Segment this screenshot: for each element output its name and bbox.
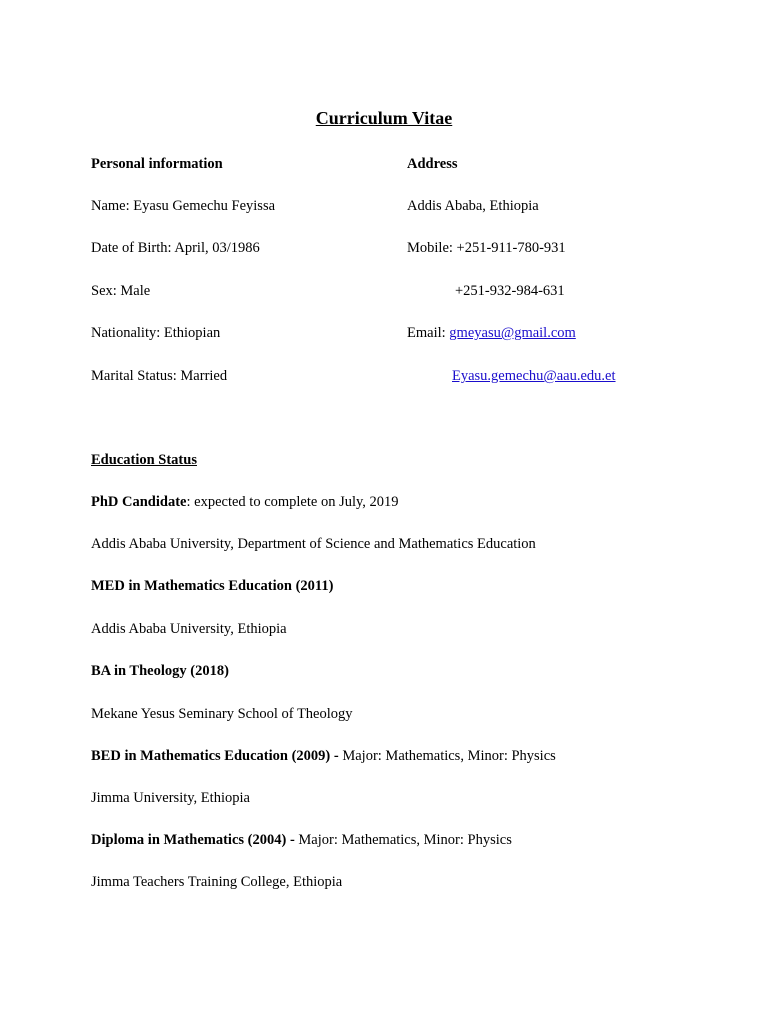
mobile-field bbox=[407, 240, 566, 257]
med-institution: Addis Ababa University, Ethiopia bbox=[91, 621, 287, 637]
phd-line bbox=[91, 494, 399, 511]
name-row bbox=[0, 198, 768, 220]
document-title: Curriculum Vitae bbox=[315, 108, 453, 128]
email-label: Email: bbox=[407, 325, 450, 341]
bed-line bbox=[91, 748, 556, 765]
email-field bbox=[407, 325, 576, 342]
bed-title: BED in Mathematics Education (2009) - bbox=[91, 748, 339, 764]
ba-institution: Mekane Yesus Seminary School of Theology bbox=[91, 706, 353, 722]
diploma-line bbox=[91, 832, 512, 849]
mobile-label: Mobile: bbox=[407, 240, 457, 256]
mobile-number-2: +251-932-984-631 bbox=[455, 283, 565, 299]
diploma-detail: Major: Mathematics, Minor: Physics bbox=[294, 832, 512, 848]
address-heading: Address bbox=[407, 156, 458, 172]
nationality-row bbox=[0, 325, 768, 347]
city-field: Addis Ababa, Ethiopia bbox=[407, 198, 539, 214]
phd-title: PhD Candidate bbox=[91, 494, 187, 510]
sex-row bbox=[0, 283, 768, 305]
phd-detail: : expected to complete on July, 2019 bbox=[186, 494, 399, 510]
mobile-number-1: +251-911-780-931 bbox=[456, 240, 566, 256]
headings-row bbox=[0, 156, 768, 178]
email-link-1[interactable]: gmeyasu@gmail.com bbox=[449, 325, 576, 341]
ba-title: BA in Theology (2018) bbox=[91, 663, 229, 679]
sex-field: Sex: Male bbox=[91, 283, 151, 299]
dob-row bbox=[0, 240, 768, 262]
bed-institution: Jimma University, Ethiopia bbox=[91, 790, 250, 806]
email-link-2[interactable]: Eyasu.gemechu@aau.edu.et bbox=[452, 368, 616, 384]
name-field: Name: Eyasu Gemechu Feyissa bbox=[91, 198, 276, 214]
education-heading: Education Status bbox=[91, 452, 197, 468]
dob-field: Date of Birth: April, 03/1986 bbox=[91, 240, 260, 256]
nationality-field: Nationality: Ethiopian bbox=[91, 325, 221, 341]
diploma-institution: Jimma Teachers Training College, Ethiopia bbox=[91, 874, 343, 890]
marital-field: Marital Status: Married bbox=[91, 368, 228, 384]
diploma-title: Diploma in Mathematics (2004) - bbox=[91, 832, 295, 848]
marital-row bbox=[0, 368, 768, 390]
personal-info-heading: Personal information bbox=[91, 156, 223, 172]
med-title: MED in Mathematics Education (2011) bbox=[91, 578, 334, 594]
bed-detail: Major: Mathematics, Minor: Physics bbox=[338, 748, 556, 764]
phd-institution: Addis Ababa University, Department of Science and Mathematics Education bbox=[91, 536, 536, 552]
